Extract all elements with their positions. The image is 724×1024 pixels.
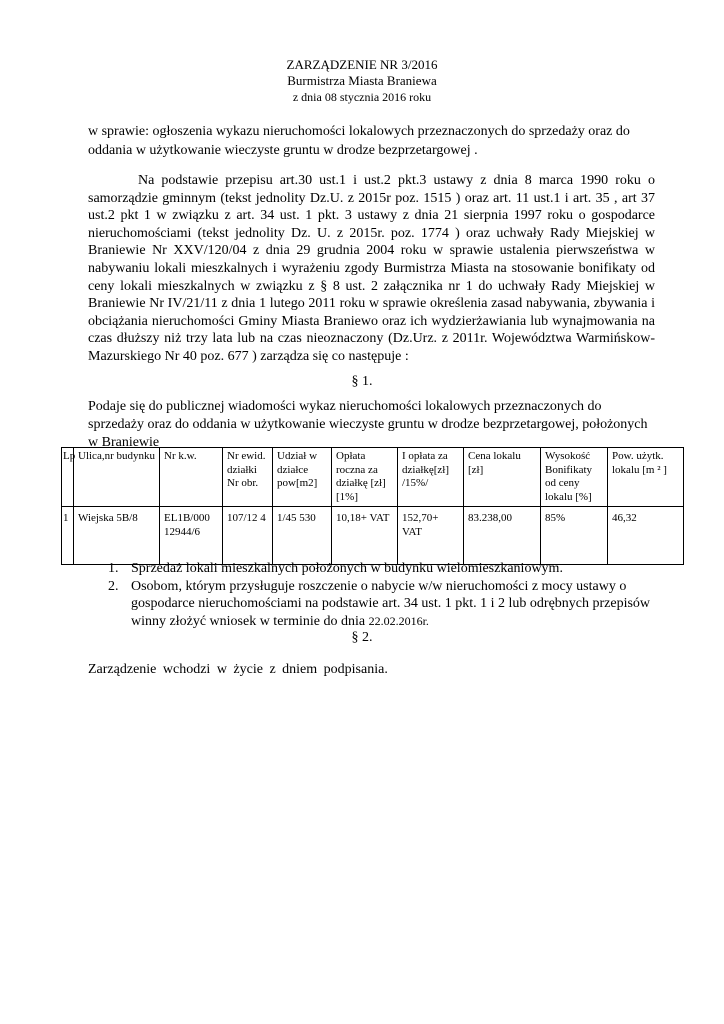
column-header-kw: Nr k.w.: [160, 448, 223, 507]
document-header: [0, 57, 724, 105]
column-header-area: Pow. użytk. lokalu [m ² ]: [608, 448, 684, 507]
cell-lp: 1: [62, 507, 74, 565]
list-item-number: 2.: [108, 578, 119, 594]
legal-basis-paragraph: Na podstawie przepisu art.30 ust.1 i ust.2 pkt.3 ustawy z dnia 8 marca 1990 roku o samorządzie gminnym (tekst jednolity Dz.U. z 2015r poz. 1515 ) oraz art. 11 ust.1 i art. 35 , art 37 ust.2 pkt 1 w związku z art. 34 ust. 1 pkt. 3 ustawy z dnia 21 sierpnia 1997 roku o gospodarce nieruchomościami (tekst jednolity Dz. U. z 2015r. poz. 1774 ) oraz uchwały Rady Miejskiej w Braniewie Nr XXV/120/04 z dnia 29 grudnia 2004 roku w sprawie ustalenia pierwszeństwa w nabywaniu lokali mieszkalnych i wyrażeniu zgody Burmistrza Miasta na stosowanie bonifikaty od ceny lokali mieszkalnych w związku z § 8 ust. 2 załącznika nr 1 do uchwały Rady Miejskiej w Braniewie Nr IV/21/11 z dnia 1 lutego 2011 roku w sprawie określenia zasad nabywania, zbywania i obciążania nieruchomości Gminy Miasta Braniewo oraz ich wydzierżawiania lub wynajmowania na czas dłuższy niż trzy lata lub na czas nieoznaczony (Dz.Urz. z 2011r. Województwa Warmińskow-Mazurskiego Nr 40 poz. 677 ) zarządza się co następuje :: [88, 173, 655, 364]
column-header-annual-fee: Opłata roczna za działkę [zł] [1%]: [332, 448, 398, 507]
list-item: [108, 578, 668, 631]
document-issuer: Burmistrza Miasta Braniewa: [287, 73, 437, 88]
cell-area: 46,32: [608, 507, 684, 565]
column-header-lp: Lp: [62, 448, 74, 507]
cell-price: 83.238,00: [464, 507, 541, 565]
list-item-number: 1.: [108, 561, 119, 576]
cell-discount: 85%: [541, 507, 608, 565]
document-date: z dnia 08 stycznia 2016 roku: [292, 90, 432, 104]
cell-share: 1/45 530: [273, 507, 332, 565]
property-table: [61, 447, 684, 565]
list-item-text: Osobom, którym przysługuje roszczenie o nabycie w/w nieruchomości z mocy ustawy o gospodarce nieruchomościami na podstawie art. 34 ust. 1 pkt. 1 i 2 lub odrębnych przepisów winny złożyć wniosek w terminie do dnia: [131, 578, 651, 629]
cell-first-fee: 152,70+ VAT: [398, 507, 464, 565]
column-header-share: Udział w działce pow[m2]: [273, 448, 332, 507]
table-row: [62, 507, 684, 565]
document-title: ZARZĄDZENIE NR 3/2016: [286, 57, 438, 72]
cell-kw: EL1B/000 12944/6: [160, 507, 223, 565]
list-item: [108, 560, 668, 578]
subject-paragraph: w sprawie: ogłoszenia wykazu nieruchomości lokalowych przeznaczonych do sprzedaży oraz do oddania w użytkowanie wieczyste gruntu w drodze bezprzetargowej .: [88, 124, 630, 158]
cell-annual-fee: 10,18+ VAT: [332, 507, 398, 565]
table-header-row: [62, 448, 684, 507]
cell-street: Wiejska 5B/8: [74, 507, 160, 565]
column-header-discount: Wysokość Bonifikaty od ceny lokalu [%]: [541, 448, 608, 507]
announcement-intro: Podaje się do publicznej wiadomości wykaz nieruchomości lokalowych przeznaczonych do sprzedaży oraz do oddania w użytkowanie wieczyste gruntu w drodze bezprzetargowej, położonych w Braniewie: [88, 399, 648, 450]
column-header-plot: Nr ewid. działki Nr obr.: [223, 448, 273, 507]
closing-statement: Zarządzenie wchodzi w życie z dniem podpisania.: [88, 662, 388, 677]
section-1-heading: § 1.: [351, 374, 373, 389]
list-item-text: Sprzedaż lokali mieszkalnych położonych w budynku wielomieszkaniowym.: [131, 561, 563, 576]
column-header-first-fee: I opłata za działkę[zł] /15%/: [398, 448, 464, 507]
deadline-date: 22.02.2016r.: [368, 613, 429, 628]
cell-plot: 107/12 4: [223, 507, 273, 565]
column-header-price: Cena lokalu [zł]: [464, 448, 541, 507]
section-2-heading: § 2.: [351, 630, 373, 645]
notes-list: [108, 560, 668, 630]
column-header-street: Ulica,nr budynku: [74, 448, 160, 507]
